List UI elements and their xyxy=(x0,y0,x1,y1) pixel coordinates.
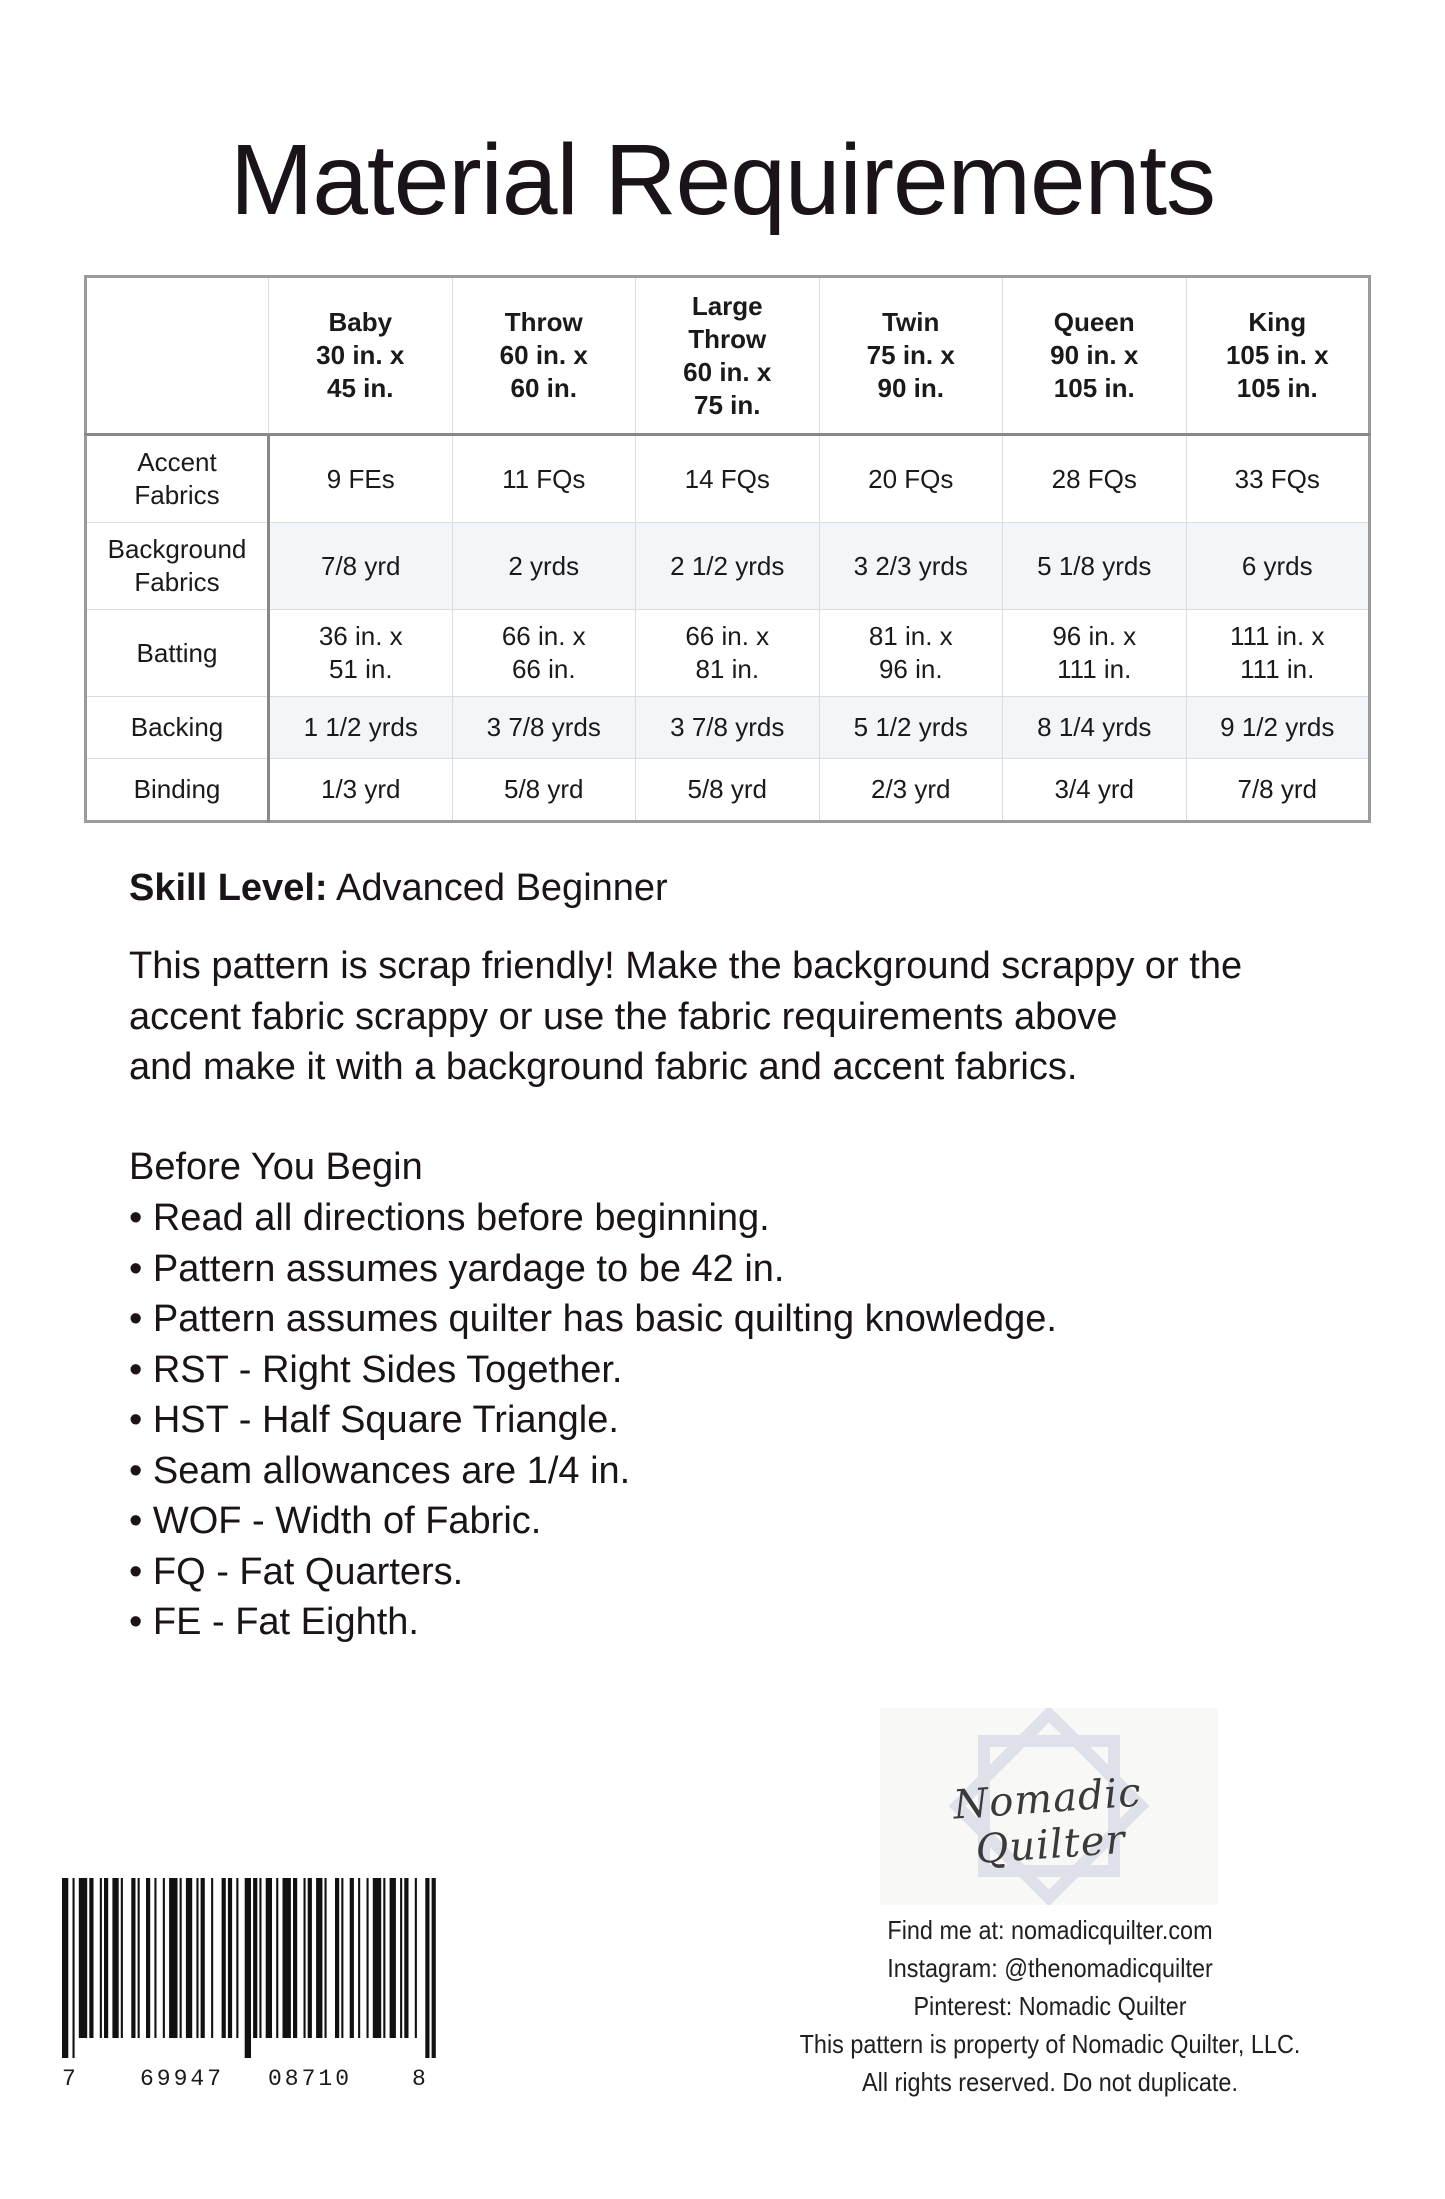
barcode-bar xyxy=(404,1878,408,2038)
barcode-bar xyxy=(350,1878,354,2038)
column-name: Large Throw xyxy=(688,290,767,354)
list-item: • WOF - Width of Fabric. xyxy=(129,1500,542,1542)
table-cell: 81 in. x 96 in. xyxy=(819,610,1003,697)
barcode-bar xyxy=(425,1878,429,2058)
barcode-bar xyxy=(245,1878,251,2058)
barcode-bar xyxy=(211,1878,213,2038)
barcode-bar xyxy=(89,1878,93,2038)
barcode-bar xyxy=(308,1878,312,2038)
barcode-bar xyxy=(138,1878,140,2038)
column-size: 60 in. x 60 in. xyxy=(499,340,588,403)
column-size: 30 in. x 45 in. xyxy=(316,340,405,403)
barcode-bar xyxy=(325,1878,327,2038)
table-cell: 7/8 yrd xyxy=(269,523,453,610)
column-size: 105 in. x 105 in. xyxy=(1225,340,1329,403)
skill-level-label: Skill Level: xyxy=(129,867,328,909)
row-label: Binding xyxy=(86,759,269,822)
barcode-digit-group-left: 69947 xyxy=(140,2066,225,2092)
column-header xyxy=(819,277,1003,435)
barcode-bar xyxy=(415,1878,417,2038)
contact-pinterest: Pinterest: Nomadic Quilter xyxy=(913,1991,1187,2021)
barcode-bar xyxy=(276,1878,278,2038)
barcode-bar xyxy=(146,1878,150,2038)
barcode-bar xyxy=(253,1878,257,2038)
row-label: Batting xyxy=(86,610,269,697)
table-cell: 5/8 yrd xyxy=(636,759,820,822)
list-item: • FE - Fat Eighth. xyxy=(129,1601,419,1643)
column-header xyxy=(1003,277,1187,435)
table-cell: 5 1/2 yrds xyxy=(819,697,1003,759)
barcode-bar xyxy=(236,1878,238,2038)
column-name: Twin xyxy=(882,307,940,337)
column-header xyxy=(269,277,453,435)
barcode-bar xyxy=(373,1878,381,2038)
barcode-bar xyxy=(228,1878,232,2038)
column-name: Queen xyxy=(1053,307,1135,337)
skill-level xyxy=(129,864,668,912)
barcode-bar xyxy=(222,1878,226,2038)
rights-notice: All rights reserved. Do not duplicate. xyxy=(862,2067,1238,2097)
table-cell: 9 1/2 yrds xyxy=(1186,697,1370,759)
table-header-row xyxy=(86,277,1370,435)
table-row xyxy=(86,435,1370,523)
list-item: • FQ - Fat Quarters. xyxy=(129,1550,464,1593)
table-cell: 3 7/8 yrds xyxy=(452,697,636,759)
table-cell: 36 in. x 51 in. xyxy=(269,610,453,697)
column-header xyxy=(636,277,820,435)
table-corner-cell xyxy=(86,277,269,435)
barcode-bar xyxy=(180,1878,182,2038)
contact-website: Find me at: nomadicquilter.com xyxy=(887,1915,1213,1945)
page-title: Material Requirements xyxy=(230,124,1215,236)
table-row xyxy=(86,610,1370,697)
intro-line: and make it with a background fabric and accent fabrics. xyxy=(129,1046,1078,1088)
barcode-bar xyxy=(390,1878,396,2038)
list-item: • HST - Half Square Triangle. xyxy=(129,1399,619,1441)
barcode-bar xyxy=(201,1878,205,2038)
list-item: • RST - Right Sides Together. xyxy=(129,1348,623,1391)
table-cell: 3/4 yrd xyxy=(1003,759,1187,822)
barcode-bar xyxy=(400,1878,402,2038)
table-cell: 2/3 yrd xyxy=(819,759,1003,822)
table-cell: 11 FQs xyxy=(452,435,636,523)
table-cell: 2 yrds xyxy=(452,523,636,610)
barcode-bar xyxy=(335,1878,339,2038)
table-cell: 6 yrds xyxy=(1186,523,1370,610)
contact-info xyxy=(700,1911,1400,2101)
table-cell: 111 in. x 111 in. xyxy=(1186,610,1370,697)
intro-paragraph xyxy=(129,941,1419,1093)
barcode-bar xyxy=(79,1878,87,2038)
brand-logo xyxy=(880,1708,1218,1905)
table-cell: 1 1/2 yrds xyxy=(269,697,453,759)
table-cell: 33 FQs xyxy=(1186,435,1370,523)
intro-line: accent fabric scrappy or use the fabric requirements above xyxy=(129,995,1118,1038)
table-cell: 2 1/2 yrds xyxy=(636,523,820,610)
column-name: Throw xyxy=(504,307,583,337)
barcode-bar xyxy=(259,1878,261,2038)
table-cell: 3 2/3 yrds xyxy=(819,523,1003,610)
barcode xyxy=(60,1878,440,2058)
brand-logo-text: Nomadic Quilter xyxy=(951,1769,1144,1874)
material-requirements-table xyxy=(84,275,1371,823)
tips-list xyxy=(129,1193,1057,1648)
column-name: Baby xyxy=(328,307,393,337)
copyright-notice: This pattern is property of Nomadic Quilter, LLC. xyxy=(799,2029,1301,2059)
table-cell: 66 in. x 81 in. xyxy=(636,610,820,697)
barcode-bar xyxy=(186,1878,192,2038)
table-row xyxy=(86,759,1370,822)
barcode-bar xyxy=(358,1878,360,2038)
barcode-bar xyxy=(341,1878,343,2038)
row-label: Accent Fabrics xyxy=(86,435,269,523)
barcode-digit-start: 7 xyxy=(62,2066,79,2092)
barcode-bar xyxy=(383,1878,385,2038)
barcode-digit-group-right: 08710 xyxy=(268,2066,353,2092)
row-label: Background Fabrics xyxy=(86,523,269,610)
list-item: • Seam allowances are 1/4 in. xyxy=(129,1449,631,1492)
table-cell: 28 FQs xyxy=(1003,435,1187,523)
table-cell: 5 1/8 yrds xyxy=(1003,523,1187,610)
column-size: 90 in. x 105 in. xyxy=(1050,340,1139,403)
barcode-bar xyxy=(283,1878,291,2038)
table-cell: 5/8 yrd xyxy=(452,759,636,822)
row-label: Backing xyxy=(86,697,269,759)
table-cell: 9 FEs xyxy=(269,435,453,523)
barcode-bar xyxy=(169,1878,177,2038)
before-you-begin-heading: Before You Begin xyxy=(129,1146,423,1188)
contact-instagram: Instagram: @thenomadicquilter xyxy=(887,1953,1213,1983)
table-cell: 96 in. x 111 in. xyxy=(1003,610,1187,697)
column-size: 75 in. x 90 in. xyxy=(866,340,955,403)
barcode-bar xyxy=(100,1878,102,2038)
table-cell: 1/3 yrd xyxy=(269,759,453,822)
list-item: • Read all directions before beginning. xyxy=(129,1197,770,1239)
barcode-bar xyxy=(293,1878,297,2038)
table-cell: 66 in. x 66 in. xyxy=(452,610,636,697)
column-header xyxy=(1186,277,1370,435)
table-cell: 8 1/4 yrds xyxy=(1003,697,1187,759)
barcode-bar xyxy=(196,1878,198,2038)
barcode-bar xyxy=(432,1878,436,2058)
barcode-bar xyxy=(154,1878,156,2038)
barcode-bar xyxy=(131,1878,135,2038)
barcode-bar xyxy=(316,1878,322,2038)
list-item: • Pattern assumes quilter has basic quilting knowledge. xyxy=(129,1298,1057,1340)
table-cell: 20 FQs xyxy=(819,435,1003,523)
barcode-bar xyxy=(121,1878,123,2038)
barcode-bar xyxy=(163,1878,165,2038)
list-item: • Pattern assumes yardage to be 42 in. xyxy=(129,1247,785,1290)
barcode-bar xyxy=(73,1878,75,2058)
barcode-digit-end: 8 xyxy=(412,2066,429,2092)
table-cell: 7/8 yrd xyxy=(1186,759,1370,822)
barcode-bar xyxy=(367,1878,369,2038)
column-name: King xyxy=(1248,307,1307,337)
barcode-bar xyxy=(304,1878,306,2038)
column-size: 60 in. x 75 in. xyxy=(683,356,772,420)
barcode-bar xyxy=(104,1878,108,2038)
barcode-bar xyxy=(266,1878,272,2038)
table-cell: 14 FQs xyxy=(636,435,820,523)
column-header xyxy=(452,277,636,435)
barcode-bar xyxy=(62,1878,68,2058)
table-row xyxy=(86,697,1370,759)
intro-line: This pattern is scrap friendly! Make the background scrappy or the xyxy=(129,945,1243,987)
barcode-bar xyxy=(112,1878,118,2038)
table-row xyxy=(86,523,1370,610)
table-cell: 3 7/8 yrds xyxy=(636,697,820,759)
skill-level-value: Advanced Beginner xyxy=(327,867,668,909)
